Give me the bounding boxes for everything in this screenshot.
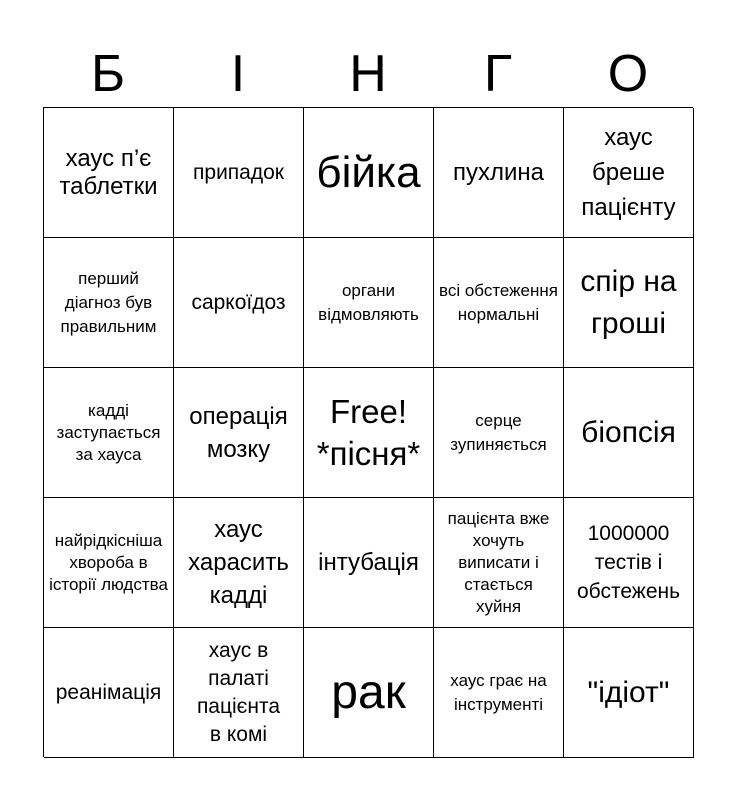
cell-text: органи відмовляють <box>318 280 419 324</box>
bingo-cell[interactable] <box>304 498 434 628</box>
bingo-cell[interactable] <box>304 238 434 368</box>
cell-text: саркоїдоз <box>191 291 286 314</box>
bingo-cell[interactable] <box>304 108 434 238</box>
cell-text: біопсія <box>581 416 676 449</box>
bingo-cell[interactable] <box>564 368 694 498</box>
header-letter-b: Б <box>90 45 126 103</box>
cell-text: перший діагноз був правильним <box>60 268 157 336</box>
cell-text: реанімація <box>55 681 162 704</box>
cell-text: найрідкісніша хвороба в історії людства <box>49 530 168 594</box>
cell-text: хаус грає на інструменті <box>450 670 547 714</box>
header-letter-o: О <box>607 45 649 103</box>
bingo-grid <box>43 107 693 757</box>
bingo-cell[interactable] <box>564 628 694 758</box>
cell-text: всі обстеження нормальні <box>438 280 558 324</box>
cell-text: операція мозку <box>189 402 288 463</box>
bingo-cell[interactable] <box>564 498 694 628</box>
cell-text: хаус бреше пацієнту <box>581 124 676 221</box>
cell-text: інтубація <box>318 548 419 576</box>
cell-text: припадок <box>193 161 284 184</box>
bingo-cell[interactable] <box>44 498 174 628</box>
cell-text: хаус п’є таблетки <box>59 144 158 200</box>
cell-text: пухлина <box>452 158 544 186</box>
bingo-header <box>43 40 693 108</box>
cell-text: серце зупиняється <box>450 410 547 454</box>
bingo-cell[interactable] <box>434 238 564 368</box>
header-letter-n: Н <box>349 45 387 103</box>
bingo-cell[interactable] <box>174 238 304 368</box>
bingo-cell[interactable] <box>174 498 304 628</box>
bingo-cell[interactable] <box>564 108 694 238</box>
bingo-cell[interactable] <box>174 368 304 498</box>
bingo-cell[interactable] <box>564 238 694 368</box>
header-letter-g: Г <box>483 45 513 103</box>
cell-text: спір на гроші <box>580 264 677 340</box>
bingo-cell[interactable] <box>44 628 174 758</box>
bingo-cell[interactable] <box>434 498 564 628</box>
cell-text: 1000000 тестів і обстежень <box>576 522 681 603</box>
bingo-cell[interactable] <box>434 108 564 238</box>
cell-text: "ідіот" <box>587 676 670 709</box>
cell-text: Free! *пісня* <box>316 392 421 472</box>
cell-text: хаус харасить кадді <box>188 516 289 609</box>
header-letter-i: І <box>230 45 246 103</box>
bingo-cell[interactable] <box>304 368 434 498</box>
bingo-cell[interactable] <box>44 238 174 368</box>
bingo-cell[interactable] <box>174 628 304 758</box>
bingo-cell[interactable] <box>44 368 174 498</box>
cell-text: пацієнта вже хочуть виписати і стається хуйня <box>447 508 550 616</box>
bingo-cell[interactable] <box>174 108 304 238</box>
cell-text: бійка <box>316 147 421 197</box>
cell-text: кадді заступається за хауса <box>56 400 161 464</box>
cell-text: хаус в палаті пацієнта в комі <box>196 638 281 746</box>
bingo-cell[interactable] <box>304 628 434 758</box>
cell-text: рак <box>331 665 406 719</box>
bingo-cell[interactable] <box>44 108 174 238</box>
bingo-cell[interactable] <box>434 368 564 498</box>
bingo-cell[interactable] <box>434 628 564 758</box>
